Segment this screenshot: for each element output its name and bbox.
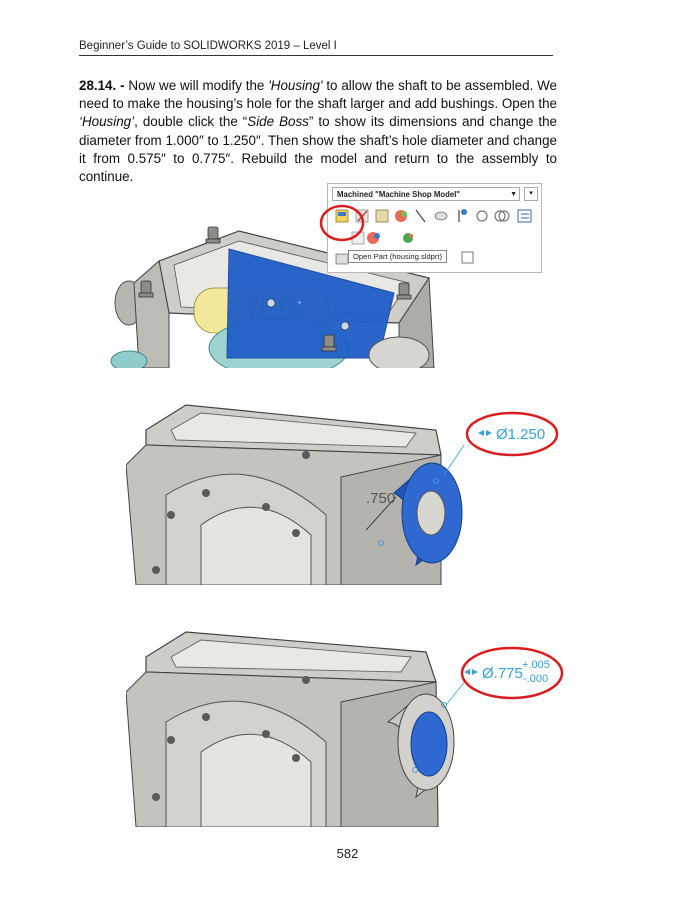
- insert-component-icon[interactable]: [459, 209, 467, 222]
- configuration-label: Machined "Machine Shop Model": [337, 190, 461, 199]
- para-text-3: , double click the “: [134, 114, 248, 130]
- housing-model-3: [126, 622, 578, 827]
- housing-term: 'Housing': [268, 78, 323, 93]
- view-icon[interactable]: [462, 252, 473, 263]
- mates-icon[interactable]: [495, 211, 509, 221]
- figure-shaft-hole: [126, 622, 578, 827]
- configuration-menu-button[interactable]: ▾: [524, 187, 538, 201]
- para-text-1: Now we will modify the: [124, 78, 269, 93]
- depth-dimension[interactable]: .750: [366, 490, 396, 507]
- tooltip: Open Part (housing.sldprt): [348, 250, 447, 263]
- chevron-down-icon: ▼: [510, 191, 517, 198]
- color-icon[interactable]: [367, 232, 380, 244]
- properties-icon[interactable]: [518, 210, 531, 222]
- highlight-circle: [317, 203, 367, 243]
- edit-sketch-icon[interactable]: [376, 210, 388, 222]
- display-style-icon[interactable]: [403, 233, 413, 243]
- svg-text:+: +: [297, 298, 302, 307]
- figure-housing-toolbar: [99, 183, 549, 368]
- configuration-dropdown[interactable]: [332, 187, 520, 201]
- hide-show-icon[interactable]: [435, 212, 447, 220]
- tolerance-upper: +.005: [522, 659, 550, 671]
- running-header: Beginner’s Guide to SOLIDWORKS 2019 – Level I: [79, 40, 553, 56]
- diameter-dimension[interactable]: Ø.775: [482, 665, 523, 682]
- diameter-dimension[interactable]: Ø1.250: [496, 426, 546, 443]
- housing-model-2: [126, 385, 578, 585]
- step-number: 28.14. -: [79, 78, 125, 93]
- figure-side-boss: [126, 385, 578, 585]
- para-text-2: to allow the shaft to be assembled. We need to make the housing’s hole for the shaft larger and add bushings. Open the: [79, 78, 557, 112]
- para-text-4: ” to show its dimensions and change the diameter from 1.000″ to 1.250″. Then show the shaft’s hole diameter and change it from 0.575″ to 0.775″. Rebuild the model and return to the assembly to continue.: [79, 114, 557, 185]
- appearance-icon[interactable]: [395, 210, 407, 222]
- instruction-paragraph: [79, 77, 557, 186]
- dimension-arrows-icon: [464, 669, 478, 675]
- page-number: 582: [336, 846, 359, 861]
- dimension-arrows-icon: [478, 430, 492, 436]
- tolerance-lower: -.000: [523, 673, 549, 685]
- isolate-icon[interactable]: [477, 211, 487, 221]
- side-boss-term: Side Boss: [247, 114, 309, 130]
- normal-to-icon[interactable]: [416, 210, 425, 222]
- housing-term-2: ‘Housing’: [79, 114, 135, 130]
- component-icon[interactable]: [336, 254, 348, 264]
